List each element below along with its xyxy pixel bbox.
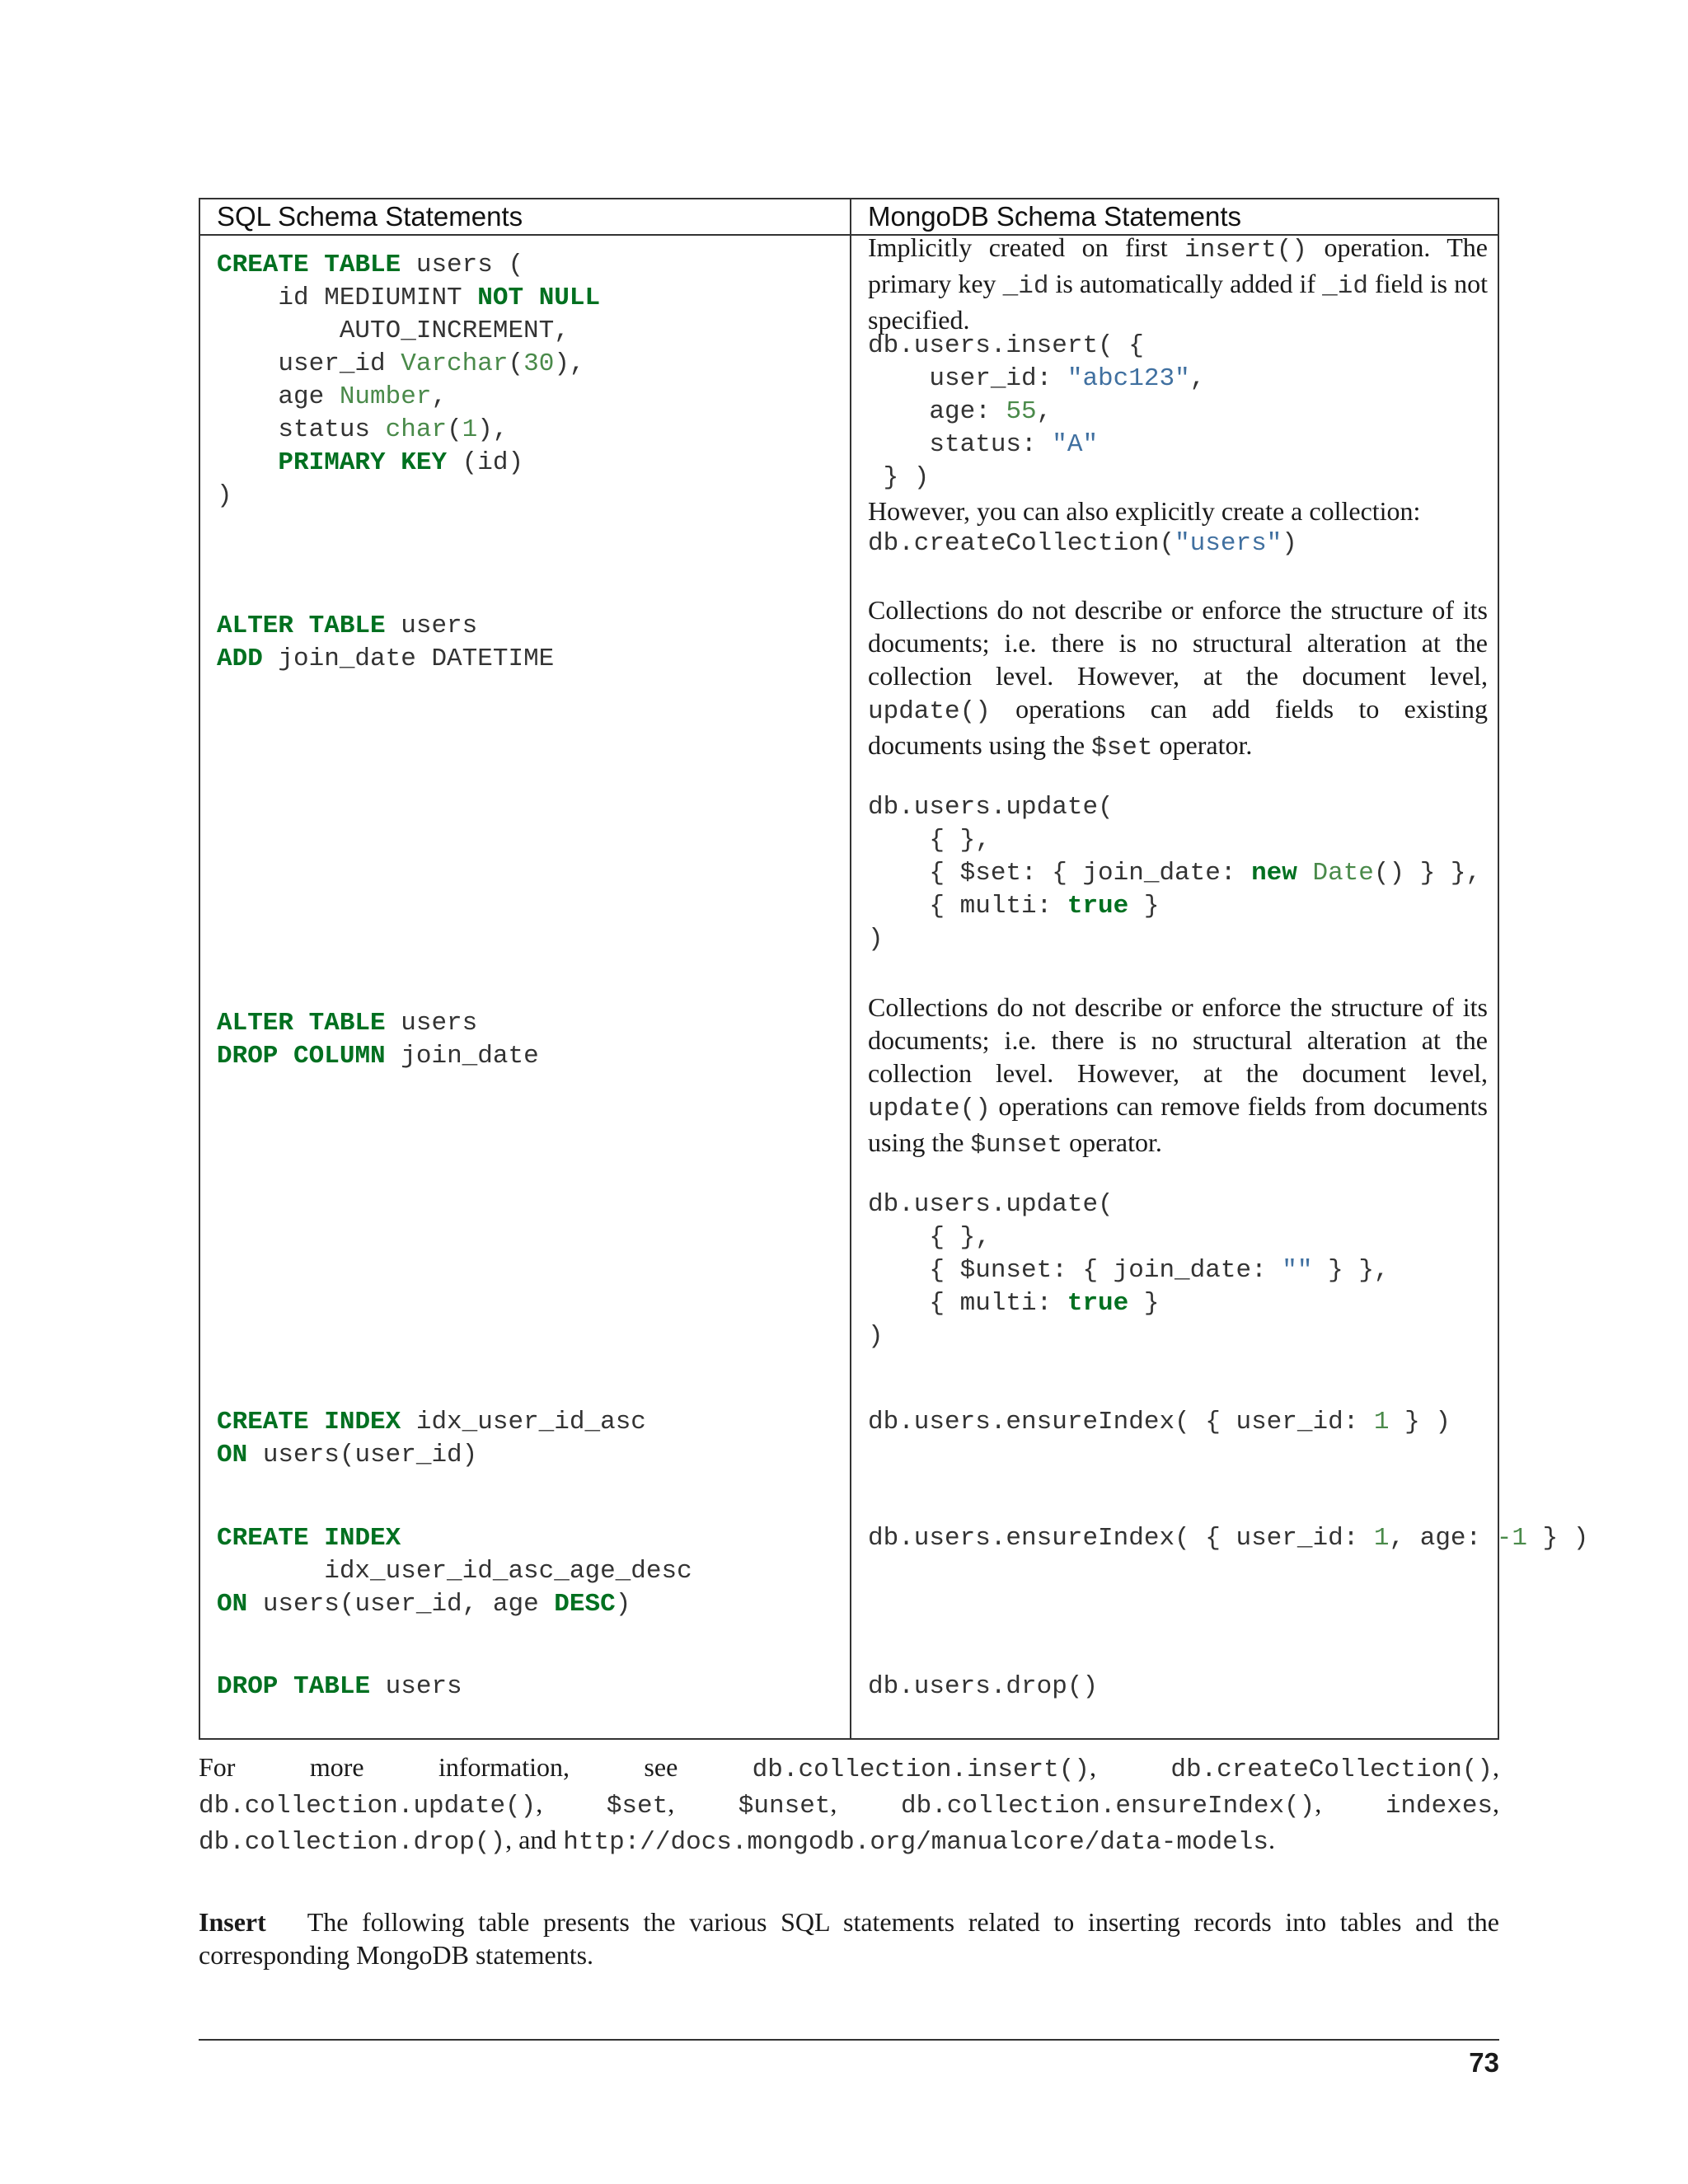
code-token: TABLE: [324, 251, 401, 279]
code-token: TABLE: [308, 612, 386, 640]
inline-code: http://docs.mongodb.org/manualcore/data-models: [563, 1828, 1269, 1857]
code-line: [217, 414, 600, 447]
insert-description: The following table presents the various SQL statements related to inserting records into tables and the corresponding MongoDB statements.: [199, 1907, 1500, 1970]
code-line: [217, 381, 600, 414]
text-run: ): [1282, 529, 1297, 558]
code-line: [217, 315, 600, 348]
text-run: join_date DATETIME: [262, 644, 555, 673]
text-run: [278, 1042, 293, 1071]
text-run: { },: [868, 1223, 991, 1252]
text-run: [278, 1672, 293, 1701]
code-token: NULL: [538, 284, 601, 312]
code-token: 30: [523, 349, 555, 378]
code-line: [868, 1406, 1451, 1439]
text-run: field is not specified.: [868, 269, 1489, 335]
footer-rule: [199, 2039, 1499, 2041]
text-run: ,: [431, 382, 448, 411]
code-token: ADD: [217, 644, 263, 673]
text-run: ,: [1493, 1752, 1500, 1782]
inline-code: _id: [1322, 272, 1368, 301]
sql-alter-drop-column: [217, 1007, 539, 1073]
mongo-ensure-index-code: [868, 1406, 1451, 1439]
text-run: AUTO_INCREMENT,: [217, 316, 570, 345]
code-line: [868, 1522, 1588, 1555]
text-run: ): [615, 1590, 631, 1619]
text-run: idx_user_id_asc: [401, 1408, 646, 1436]
code-token: INDEX: [324, 1524, 401, 1553]
text-run: users(user_id): [247, 1441, 478, 1469]
text-run: id MEDIUMINT: [217, 284, 478, 312]
text-run: For more information, see: [199, 1752, 753, 1782]
text-run: (id): [447, 448, 524, 477]
code-token: Number: [339, 382, 432, 411]
mongo-drop-code: [868, 1671, 1098, 1704]
inline-code: update(): [868, 697, 991, 726]
code-token: KEY: [401, 448, 448, 477]
text-run: Collections do not describe or enforce the structure of its documents; i.e. there is no structural alteration at the collection level. However, at the document level,: [868, 595, 1488, 691]
text-run: user_id:: [868, 364, 1067, 393]
text-run: db.users.drop(): [868, 1672, 1099, 1701]
text-run: [309, 1408, 325, 1436]
text-run: { multi:: [868, 1289, 1067, 1318]
sql-drop-table: [217, 1671, 462, 1704]
text-run: operations can remove fields from documents using the: [868, 1091, 1488, 1157]
text-run: }: [1128, 1289, 1160, 1318]
code-line: [217, 282, 600, 315]
text-run: (: [447, 415, 462, 444]
code-line: [868, 1188, 1390, 1221]
code-token: TABLE: [293, 1672, 371, 1701]
code-line: [868, 396, 1205, 429]
text-run: ,: [1189, 364, 1206, 393]
mongo-create-collection-code: [868, 527, 1297, 560]
text-run: { },: [868, 826, 991, 855]
code-line: [217, 1439, 646, 1472]
code-token: Date: [1312, 859, 1374, 888]
text-run: } ): [868, 463, 930, 492]
more-information-paragraph: [199, 1750, 1499, 1859]
text-run: Collections do not describe or enforce the structure of its documents; i.e. there is no structural alteration at the collection level. However, at the document level,: [868, 992, 1488, 1088]
inline-code: db.collection.ensureIndex(): [900, 1792, 1315, 1821]
mongo-create-collection-note: [868, 494, 1488, 527]
code-line: [868, 462, 1205, 494]
text-run: ,: [1036, 397, 1053, 426]
code-token: new: [1251, 859, 1297, 888]
text-run: users: [385, 1009, 478, 1038]
inline-code: $unset: [738, 1792, 831, 1821]
inline-code: $set: [606, 1792, 668, 1821]
inline-code: db.collection.drop(): [199, 1828, 506, 1857]
code-line: [217, 480, 600, 513]
text-run: [309, 251, 325, 279]
code-line: [868, 527, 1297, 560]
text-run: users: [385, 612, 478, 640]
code-token: char: [385, 415, 448, 444]
text-run: , and: [505, 1825, 564, 1854]
code-token: Varchar: [401, 349, 509, 378]
code-line: [217, 1588, 692, 1621]
text-run: ,: [1315, 1788, 1386, 1818]
code-token: "A": [1052, 430, 1099, 459]
mongo-column-header: MongoDB Schema Statements: [868, 201, 1242, 232]
column-divider: [850, 199, 851, 1738]
text-run: .: [1268, 1825, 1276, 1854]
code-line: [868, 857, 1481, 890]
mongo-update-unset-code: [868, 1188, 1390, 1353]
code-token: COLUMN: [293, 1042, 386, 1071]
code-line: [217, 1555, 692, 1588]
code-line: [217, 1522, 692, 1555]
code-token: ALTER: [217, 1009, 294, 1038]
inline-code: update(): [868, 1094, 991, 1123]
code-token: "": [1282, 1256, 1313, 1285]
code-token: 1: [462, 415, 478, 444]
code-line: [868, 1254, 1390, 1287]
code-token: 55: [1006, 397, 1037, 426]
code-line: [868, 890, 1481, 923]
text-run: { $set: { join_date:: [868, 859, 1252, 888]
text-run: db.users.ensureIndex( { user_id:: [868, 1524, 1374, 1553]
inline-code: db.collection.update(): [199, 1792, 537, 1821]
text-run: (: [508, 349, 524, 378]
text-run: } ): [1389, 1408, 1451, 1436]
text-run: [523, 284, 539, 312]
code-line: [217, 1406, 646, 1439]
text-run: join_date: [385, 1042, 539, 1071]
sql-create-index: [217, 1406, 646, 1472]
code-token: 1: [1373, 1524, 1390, 1553]
mongo-add-field-description: [868, 593, 1488, 765]
code-token: true: [1067, 892, 1129, 921]
text-run: ),: [554, 349, 585, 378]
sql-column-header: SQL Schema Statements: [217, 201, 523, 232]
code-line: [217, 447, 600, 480]
insert-section-intro: [199, 1905, 1499, 1971]
code-token: -1: [1496, 1524, 1527, 1553]
text-run: [1297, 859, 1313, 888]
code-line: [868, 1671, 1098, 1704]
text-run: ,: [536, 1788, 607, 1818]
text-run: ,: [830, 1788, 901, 1818]
sql-create-table: [217, 249, 600, 513]
code-token: true: [1067, 1289, 1129, 1318]
text-run: () } },: [1373, 859, 1482, 888]
text-run: However, you can also explicitly create a collection:: [868, 496, 1421, 526]
mongo-remove-field-description: [868, 991, 1488, 1162]
code-token: NOT: [477, 284, 524, 312]
text-run: db.users.update(: [868, 1190, 1114, 1219]
code-token: CREATE: [217, 1408, 309, 1436]
text-run: db.users.ensureIndex( { user_id:: [868, 1408, 1374, 1436]
code-token: CREATE: [217, 251, 309, 279]
inline-code: $unset: [970, 1131, 1063, 1160]
code-line: [868, 824, 1481, 857]
code-line: [217, 610, 554, 643]
text-run: age:: [868, 397, 1006, 426]
text-run: users (: [401, 251, 524, 279]
code-line: [217, 348, 600, 381]
text-run: }: [1128, 892, 1160, 921]
code-line: [217, 643, 554, 676]
code-line: [217, 1671, 462, 1704]
inline-code: db.collection.insert(): [752, 1755, 1090, 1784]
code-token: ALTER: [217, 612, 294, 640]
code-token: ON: [217, 1441, 248, 1469]
code-token: DESC: [554, 1590, 616, 1619]
code-token: CREATE: [217, 1524, 309, 1553]
text-run: { $unset: { join_date:: [868, 1256, 1282, 1285]
mongo-update-set-code: [868, 791, 1481, 956]
text-run: [386, 448, 401, 477]
code-token: DROP: [217, 1672, 279, 1701]
text-run: operation. The primary key: [868, 232, 1488, 298]
code-token: TABLE: [308, 1009, 386, 1038]
code-line: [868, 1221, 1390, 1254]
text-run: ),: [477, 415, 509, 444]
text-run: status: [217, 415, 386, 444]
code-line: [868, 330, 1205, 363]
inline-code: db.createCollection(): [1170, 1755, 1493, 1784]
text-run: } ): [1526, 1524, 1589, 1553]
text-run: [293, 1009, 309, 1038]
code-line: [868, 1287, 1390, 1320]
text-run: , age:: [1389, 1524, 1497, 1553]
text-run: [293, 612, 309, 640]
text-run: is automatically added if: [1048, 269, 1323, 298]
code-line: [868, 1320, 1390, 1353]
page-number: 73: [1469, 2047, 1499, 2078]
text-run: users(user_id, age: [247, 1590, 555, 1619]
code-token: "abc123": [1067, 364, 1190, 393]
code-line: [217, 1040, 539, 1073]
text-run: [217, 448, 278, 477]
inline-code: _id: [1002, 272, 1049, 301]
sql-create-compound-index: [217, 1522, 692, 1621]
text-run: Implicitly created on first: [868, 232, 1185, 262]
code-token: 1: [1373, 1408, 1390, 1436]
code-line: [868, 791, 1481, 824]
text-run: idx_user_id_asc_age_desc: [217, 1557, 692, 1586]
mongo-insert-code: [868, 330, 1205, 494]
mongo-ensure-compound-index-code: [868, 1522, 1588, 1555]
code-line: [868, 429, 1205, 462]
code-line: [868, 363, 1205, 396]
code-line: [217, 1007, 539, 1040]
schema-comparison-table: [199, 198, 1589, 1740]
text-run: age: [217, 382, 340, 411]
code-line: [868, 923, 1481, 956]
text-run: } },: [1312, 1256, 1390, 1285]
text-run: db.users.insert( {: [868, 331, 1144, 360]
code-token: PRIMARY: [278, 448, 386, 477]
code-line: [217, 249, 600, 282]
code-token: ON: [217, 1590, 248, 1619]
code-token: INDEX: [324, 1408, 401, 1436]
inline-code: insert(): [1184, 236, 1307, 265]
text-run: ,: [668, 1788, 738, 1818]
text-run: operator.: [1152, 730, 1253, 760]
text-run: ): [868, 1322, 884, 1351]
text-run: users: [370, 1672, 462, 1701]
mongo-create-description: [868, 231, 1488, 336]
code-token: "users": [1175, 529, 1282, 558]
sql-alter-add: [217, 610, 554, 676]
insert-heading: Insert: [199, 1907, 266, 1937]
text-run: status:: [868, 430, 1053, 459]
text-run: ): [868, 925, 884, 954]
text-run: { multi:: [868, 892, 1067, 921]
inline-code: indexes: [1385, 1792, 1493, 1821]
text-run: db.users.update(: [868, 793, 1114, 822]
inline-code: $set: [1091, 733, 1153, 762]
text-run: ,: [1493, 1788, 1500, 1818]
text-run: operations can add fields to existing documents using the: [868, 694, 1488, 760]
text-run: operator.: [1062, 1127, 1162, 1157]
text-run: user_id: [217, 349, 401, 378]
text-run: ): [217, 481, 232, 510]
code-token: DROP: [217, 1042, 279, 1071]
text-run: [309, 1524, 325, 1553]
text-run: ,: [1089, 1752, 1171, 1782]
text-run: db.createCollection(: [868, 529, 1175, 558]
